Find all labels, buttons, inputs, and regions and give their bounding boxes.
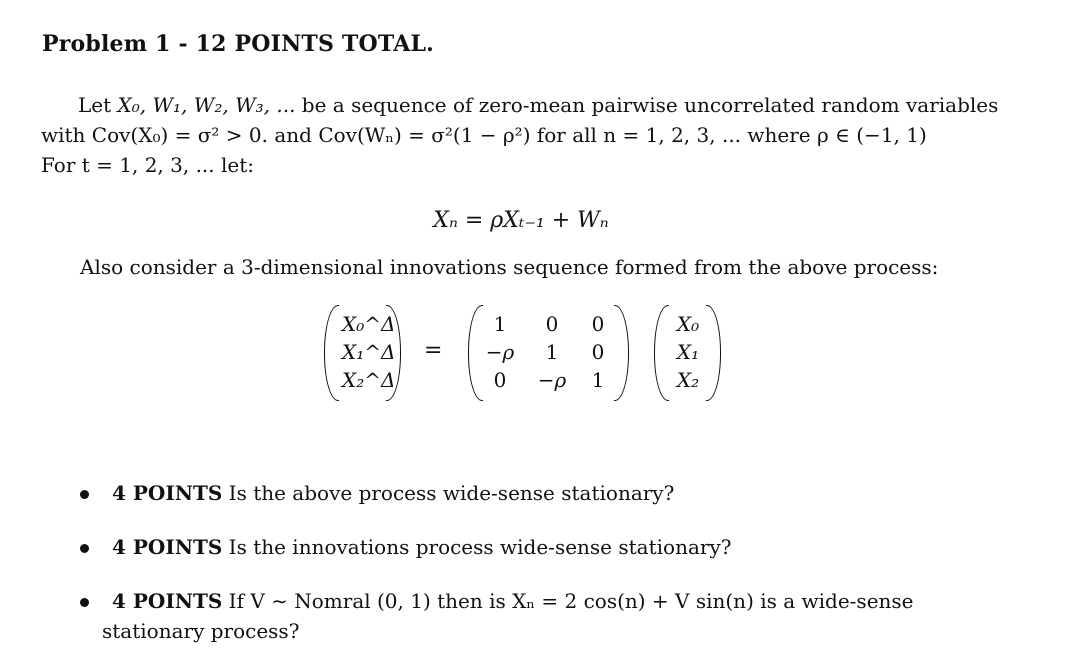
intro-line-3: For t = 1, 2, 3, ... let: xyxy=(41,153,255,177)
intro-line-2: with Cov(X₀) = σ² > 0. and Cov(Wₙ) = σ²(1 − ρ²) for all n = 1, 2, 3, ... where ρ ∈ (−1, 1) xyxy=(41,123,927,147)
question-points: 4 POINTS xyxy=(112,589,223,613)
question-points: 4 POINTS xyxy=(112,481,223,505)
bullet-icon xyxy=(80,544,89,553)
question-text xyxy=(80,478,1020,508)
intro-paragraph xyxy=(41,90,1021,180)
intro-text: Let xyxy=(78,93,118,117)
question-list xyxy=(80,478,1020,670)
intro-text: be a sequence of zero-mean pairwise uncorrelated random variables xyxy=(295,93,999,117)
problem-title: Problem 1 - 12 POINTS TOTAL. xyxy=(42,31,435,57)
intro-variables: X₀, W₁, W₂, W₃, ... xyxy=(117,93,296,117)
question-points: 4 POINTS xyxy=(112,535,223,559)
matrix-cell: −ρ xyxy=(485,340,515,364)
matrix-equation xyxy=(320,305,740,401)
question-text xyxy=(80,532,1020,562)
matrix-cell: 0 xyxy=(545,312,559,336)
rhs-entry: X₀ xyxy=(676,312,700,336)
lhs-entry: X₀^Δ xyxy=(342,312,396,336)
question-continuation: stationary process? xyxy=(102,619,300,643)
process-equation xyxy=(0,208,1066,233)
left-paren xyxy=(324,305,339,401)
matrix-cell: 1 xyxy=(545,340,559,364)
matrix-cell: −ρ xyxy=(537,368,567,392)
lhs-entry: X₁^Δ xyxy=(342,340,396,364)
process-equation-text: Xₙ = ρXₜ₋₁ + Wₙ xyxy=(433,208,609,233)
question-body: Is the above process wide-sense stationary? xyxy=(222,481,675,505)
rhs-entry: X₁ xyxy=(676,340,700,364)
question-body: Is the innovations process wide-sense stationary? xyxy=(222,535,732,559)
matrix-cell: 0 xyxy=(591,312,605,336)
right-paren xyxy=(614,305,629,401)
innovations-intro: Also consider a 3-dimensional innovations sequence formed from the above process: xyxy=(80,255,939,279)
bullet-icon xyxy=(80,598,89,607)
question-text xyxy=(80,586,1020,616)
question-item xyxy=(80,478,1020,508)
bullet-icon xyxy=(80,490,89,499)
intro-line-1 xyxy=(41,90,1021,120)
lhs-entry: X₂^Δ xyxy=(342,368,396,392)
matrix-cell: 0 xyxy=(493,368,507,392)
matrix-cell: 1 xyxy=(493,312,507,336)
matrix-cell: 0 xyxy=(591,340,605,364)
left-paren xyxy=(654,305,669,401)
question-item xyxy=(80,532,1020,562)
question-item xyxy=(80,586,1020,646)
question-body: If V ∼ Nomral (0, 1) then is Xₙ = 2 cos(n) + V sin(n) is a wide-sense xyxy=(222,589,914,613)
matrix-cell: 1 xyxy=(591,368,605,392)
equals-sign: = xyxy=(424,338,443,363)
rhs-entry: X₂ xyxy=(676,368,700,392)
right-paren xyxy=(386,305,401,401)
right-paren xyxy=(706,305,721,401)
